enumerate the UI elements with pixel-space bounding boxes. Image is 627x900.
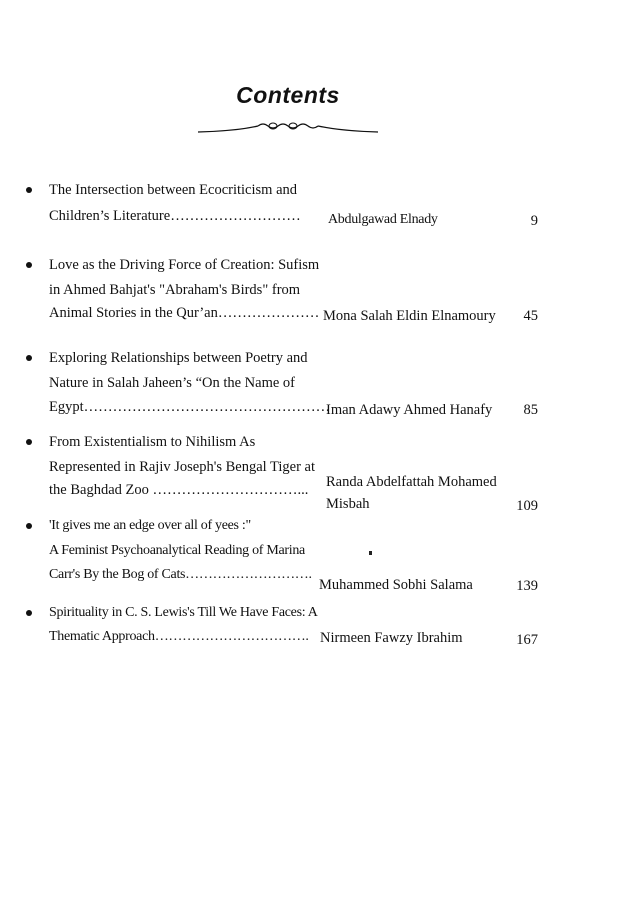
entry-author: Iman Adawy Ahmed Hanafy <box>326 402 493 418</box>
entry-title-line: Love as the Driving Force of Creation: Sufism <box>49 257 320 273</box>
entry-title-line: in Ahmed Bahjat's "Abraham's Birds" from <box>49 282 301 298</box>
bullet-icon <box>26 262 32 268</box>
entry-author: Muhammed Sobhi Salama <box>319 577 473 593</box>
stray-mark <box>369 551 372 555</box>
entry-title-line: Nature in Salah Jaheen’s “On the Name of <box>49 375 296 391</box>
entry-title-line: Carr's By the Bog of Cats………………………. <box>49 567 312 582</box>
entry-author: Abdulgawad Elnady <box>328 212 438 227</box>
entry-title-line: Egypt…………………………………………… <box>49 399 331 415</box>
entry-title-line: The Intersection between Ecocriticism and <box>49 182 298 198</box>
entry-author-line: Randa Abdelfattah Mohamed <box>326 474 497 490</box>
entry-title-line: 'It gives me an edge over all of yees :" <box>49 518 251 533</box>
entry-title-line: From Existentialism to Nihilism As <box>49 434 256 450</box>
bullet-icon <box>26 523 32 529</box>
entry-page-number: 85 <box>523 402 538 418</box>
bullet-icon <box>26 355 32 361</box>
ornament-divider <box>196 118 380 140</box>
bullet-icon <box>26 187 32 193</box>
entry-title-line: Animal Stories in the Qur’an………………… <box>49 305 320 321</box>
entry-title-line: Represented in Rajiv Joseph's Bengal Tiger at <box>49 459 315 475</box>
entry-author-line: Misbah <box>326 496 370 512</box>
entry-author: Mona Salah Eldin Elnamoury <box>323 308 496 324</box>
entry-author: Nirmeen Fawzy Ibrahim <box>320 630 463 646</box>
entry-title-line: Thematic Approach……………………………. <box>49 629 309 644</box>
entry-title-line: A Feminist Psychoanalytical Reading of Marina <box>49 543 305 558</box>
entry-page-number: 109 <box>516 498 538 514</box>
entry-page-number: 45 <box>523 308 538 324</box>
entry-page-number: 139 <box>516 578 538 594</box>
entry-title-line: Spirituality in C. S. Lewis's Till We Have Faces: A <box>49 605 318 620</box>
page-title: Contents <box>236 82 340 108</box>
bullet-icon <box>26 439 32 445</box>
entry-page-number: 167 <box>516 632 538 648</box>
entry-title-line: Exploring Relationships between Poetry and <box>49 350 308 366</box>
entry-title-line: the Baghdad Zoo …………………………... <box>49 482 309 498</box>
entry-page-number: 9 <box>530 213 538 229</box>
entry-title-line: Children’s Literature……………………… <box>49 208 301 224</box>
bullet-icon <box>26 610 32 616</box>
